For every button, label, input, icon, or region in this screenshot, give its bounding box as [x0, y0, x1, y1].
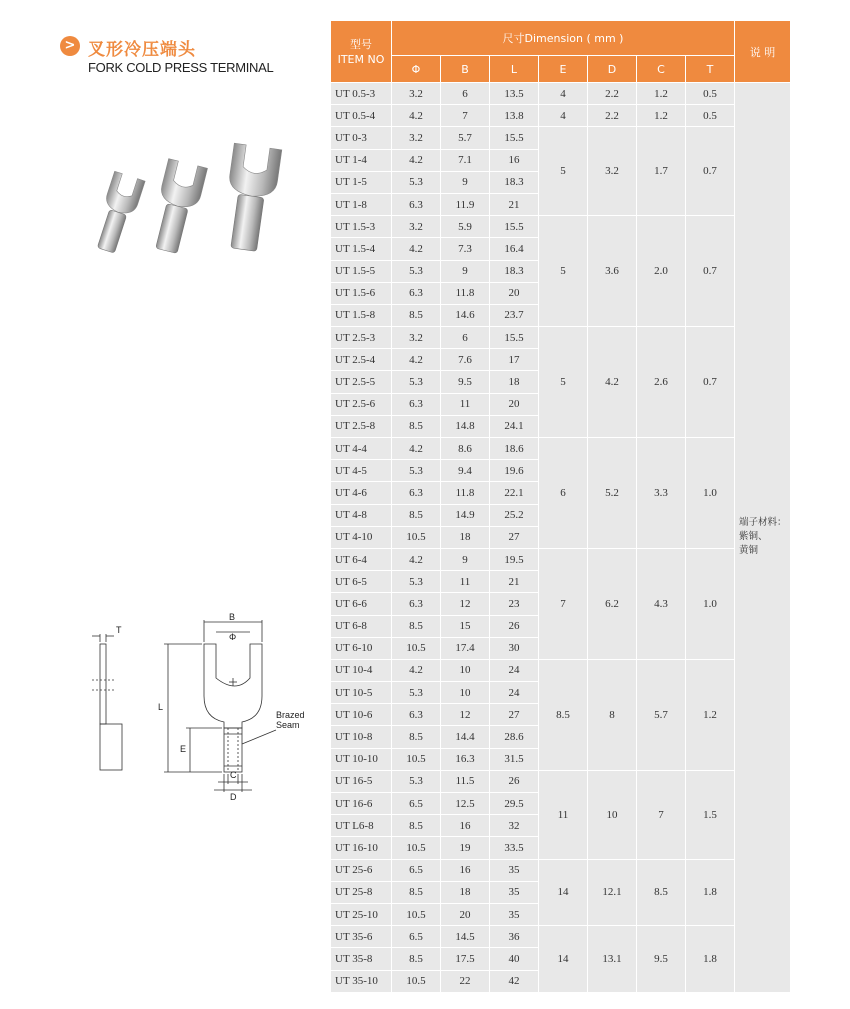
item-no-header: 型号 ITEM NO	[331, 21, 392, 83]
b-cell: 11.8	[441, 282, 490, 304]
c-cell: 4.3	[637, 548, 686, 659]
e-cell: 8.5	[539, 659, 588, 770]
b-cell: 6	[441, 83, 490, 105]
c-cell: 3.3	[637, 438, 686, 549]
col-header-e: E	[539, 56, 588, 83]
item-no-cell: UT 25-8	[331, 881, 392, 903]
col-header-l: L	[490, 56, 539, 83]
b-cell: 20	[441, 903, 490, 925]
b-cell: 14.4	[441, 726, 490, 748]
phi-cell: 4.2	[392, 149, 441, 171]
phi-cell: 6.3	[392, 393, 441, 415]
c-cell: 2.6	[637, 327, 686, 438]
l-cell: 26	[490, 770, 539, 792]
item-no-cell: UT 2.5-5	[331, 371, 392, 393]
b-cell: 11	[441, 571, 490, 593]
phi-cell: 5.3	[392, 460, 441, 482]
l-cell: 27	[490, 526, 539, 548]
table-row	[331, 770, 791, 792]
phi-cell: 8.5	[392, 415, 441, 437]
item-no-cell: UT 2.5-8	[331, 415, 392, 437]
item-no-cell: UT 25-10	[331, 903, 392, 925]
c-cell: 1.2	[637, 105, 686, 127]
phi-cell: 6.3	[392, 282, 441, 304]
b-cell: 9.5	[441, 371, 490, 393]
item-no-cell: UT 2.5-4	[331, 349, 392, 371]
note-header: 说 明	[735, 21, 791, 83]
b-cell: 10	[441, 682, 490, 704]
table-row	[331, 127, 791, 149]
item-no-cell: UT 6-8	[331, 615, 392, 637]
b-cell: 6	[441, 327, 490, 349]
item-no-cell: UT 4-6	[331, 482, 392, 504]
phi-cell: 4.2	[392, 659, 441, 681]
d-cell: 13.1	[588, 926, 637, 993]
phi-cell: 5.3	[392, 571, 441, 593]
col-header-phi: Φ	[392, 56, 441, 83]
table-row	[331, 83, 791, 105]
col-header-c: C	[637, 56, 686, 83]
e-cell: 7	[539, 548, 588, 659]
phi-cell: 6.3	[392, 704, 441, 726]
item-no-cell: UT 35-10	[331, 970, 392, 992]
t-cell: 0.7	[686, 327, 735, 438]
t-cell: 1.8	[686, 859, 735, 926]
item-no-cell: UT 4-8	[331, 504, 392, 526]
l-cell: 18.3	[490, 260, 539, 282]
phi-cell: 10.5	[392, 637, 441, 659]
d-cell: 2.2	[588, 83, 637, 105]
table-row	[331, 327, 791, 349]
b-cell: 17.4	[441, 637, 490, 659]
phi-cell: 4.2	[392, 105, 441, 127]
dimension-header: 尺寸Dimension ( mm )	[392, 21, 735, 56]
table-row	[331, 859, 791, 881]
phi-cell: 10.5	[392, 903, 441, 925]
t-cell: 1.8	[686, 926, 735, 993]
t-cell: 0.7	[686, 216, 735, 327]
item-no-cell: UT 0-3	[331, 127, 392, 149]
l-cell: 24	[490, 682, 539, 704]
l-cell: 18.3	[490, 171, 539, 193]
l-cell: 21	[490, 571, 539, 593]
e-cell: 11	[539, 770, 588, 859]
e-cell: 6	[539, 438, 588, 549]
l-cell: 25.2	[490, 504, 539, 526]
phi-cell: 10.5	[392, 837, 441, 859]
e-cell: 5	[539, 127, 588, 216]
l-cell: 17	[490, 349, 539, 371]
item-no-cell: UT L6-8	[331, 815, 392, 837]
l-cell: 28.6	[490, 726, 539, 748]
table-row	[331, 659, 791, 681]
phi-cell: 4.2	[392, 548, 441, 570]
l-cell: 35	[490, 881, 539, 903]
l-cell: 32	[490, 815, 539, 837]
l-cell: 24.1	[490, 415, 539, 437]
c-cell: 2.0	[637, 216, 686, 327]
b-cell: 9	[441, 548, 490, 570]
c-cell: 5.7	[637, 659, 686, 770]
d-cell: 12.1	[588, 859, 637, 926]
l-cell: 21	[490, 193, 539, 215]
t-cell: 1.2	[686, 659, 735, 770]
d-cell: 3.6	[588, 216, 637, 327]
phi-cell: 10.5	[392, 748, 441, 770]
item-no-cell: UT 4-4	[331, 438, 392, 460]
item-no-cell: UT 1.5-4	[331, 238, 392, 260]
c-cell: 7	[637, 770, 686, 859]
item-no-cell: UT 1.5-5	[331, 260, 392, 282]
b-cell: 10	[441, 659, 490, 681]
l-cell: 13.5	[490, 83, 539, 105]
brazed-label-2: Seam	[276, 720, 300, 730]
t-cell: 1.5	[686, 770, 735, 859]
spec-table	[330, 20, 791, 993]
b-cell: 14.9	[441, 504, 490, 526]
l-cell: 15.5	[490, 127, 539, 149]
item-no-cell: UT 35-8	[331, 948, 392, 970]
item-no-cell: UT 10-5	[331, 682, 392, 704]
b-cell: 14.5	[441, 926, 490, 948]
b-cell: 18	[441, 881, 490, 903]
item-no-cell: UT 1.5-6	[331, 282, 392, 304]
phi-cell: 6.3	[392, 193, 441, 215]
phi-cell: 3.2	[392, 127, 441, 149]
b-cell: 5.7	[441, 127, 490, 149]
item-no-cell: UT 35-6	[331, 926, 392, 948]
item-no-cell: UT 16-5	[331, 770, 392, 792]
dim-label-phi: Φ	[229, 632, 237, 642]
phi-cell: 5.3	[392, 371, 441, 393]
phi-cell: 8.5	[392, 881, 441, 903]
col-header-d: D	[588, 56, 637, 83]
item-no-cell: UT 1.5-3	[331, 216, 392, 238]
l-cell: 13.8	[490, 105, 539, 127]
d-cell: 3.2	[588, 127, 637, 216]
item-no-cell: UT 4-10	[331, 526, 392, 548]
d-cell: 4.2	[588, 327, 637, 438]
l-cell: 20	[490, 393, 539, 415]
technical-drawing	[86, 612, 326, 802]
d-cell: 8	[588, 659, 637, 770]
item-no-cell: UT 0.5-4	[331, 105, 392, 127]
phi-cell: 8.5	[392, 726, 441, 748]
phi-cell: 8.5	[392, 504, 441, 526]
l-cell: 31.5	[490, 748, 539, 770]
item-no-cell: UT 1.5-8	[331, 304, 392, 326]
l-cell: 24	[490, 659, 539, 681]
material-note-line: 紫铜、	[739, 531, 768, 543]
phi-cell: 4.2	[392, 349, 441, 371]
item-no-cell: UT 6-6	[331, 593, 392, 615]
phi-cell: 5.3	[392, 682, 441, 704]
title-chinese: 叉形冷压端头	[88, 40, 196, 60]
l-cell: 15.5	[490, 327, 539, 349]
phi-cell: 8.5	[392, 615, 441, 637]
item-no-cell: UT 2.5-3	[331, 327, 392, 349]
table-row	[331, 926, 791, 948]
b-cell: 11.5	[441, 770, 490, 792]
t-cell: 1.0	[686, 438, 735, 549]
dim-label-l: L	[158, 702, 164, 712]
l-cell: 23	[490, 593, 539, 615]
l-cell: 18.6	[490, 438, 539, 460]
dim-label-d: D	[230, 792, 237, 802]
material-note-line: 黄铜	[739, 545, 759, 557]
l-cell: 29.5	[490, 793, 539, 815]
b-cell: 7.1	[441, 149, 490, 171]
item-no-cell: UT 4-5	[331, 460, 392, 482]
e-cell: 4	[539, 105, 588, 127]
phi-cell: 10.5	[392, 970, 441, 992]
phi-cell: 6.5	[392, 793, 441, 815]
l-cell: 23.7	[490, 304, 539, 326]
b-cell: 7.3	[441, 238, 490, 260]
b-cell: 19	[441, 837, 490, 859]
l-cell: 19.5	[490, 548, 539, 570]
phi-cell: 4.2	[392, 438, 441, 460]
item-no-cell: UT 1-4	[331, 149, 392, 171]
t-cell: 0.5	[686, 105, 735, 127]
b-cell: 16	[441, 815, 490, 837]
brazed-label-1: Brazed	[276, 710, 305, 720]
l-cell: 36	[490, 926, 539, 948]
l-cell: 40	[490, 948, 539, 970]
l-cell: 16	[490, 149, 539, 171]
item-no-cell: UT 1-8	[331, 193, 392, 215]
title-english: FORK COLD PRESS TERMINAL	[88, 60, 274, 75]
b-cell: 8.6	[441, 438, 490, 460]
item-no-cell: UT 16-6	[331, 793, 392, 815]
dim-label-c: C	[230, 770, 237, 780]
phi-cell: 5.3	[392, 171, 441, 193]
l-cell: 35	[490, 903, 539, 925]
item-no-cell: UT 6-5	[331, 571, 392, 593]
b-cell: 7	[441, 105, 490, 127]
item-no-cell: UT 10-4	[331, 659, 392, 681]
l-cell: 22.1	[490, 482, 539, 504]
b-cell: 11.9	[441, 193, 490, 215]
c-cell: 1.7	[637, 127, 686, 216]
e-cell: 5	[539, 327, 588, 438]
item-no-cell: UT 10-10	[331, 748, 392, 770]
b-cell: 9.4	[441, 460, 490, 482]
item-no-cell: UT 1-5	[331, 171, 392, 193]
c-cell: 1.2	[637, 83, 686, 105]
b-cell: 5.9	[441, 216, 490, 238]
section-arrow-icon: >	[60, 36, 80, 56]
phi-cell: 3.2	[392, 216, 441, 238]
phi-cell: 6.3	[392, 482, 441, 504]
d-cell: 6.2	[588, 548, 637, 659]
b-cell: 12	[441, 704, 490, 726]
phi-cell: 4.2	[392, 238, 441, 260]
b-cell: 16	[441, 859, 490, 881]
b-cell: 18	[441, 526, 490, 548]
table-row	[331, 105, 791, 127]
phi-cell: 8.5	[392, 304, 441, 326]
t-cell: 1.0	[686, 548, 735, 659]
material-note-line: 端子材料：	[739, 517, 787, 529]
b-cell: 12.5	[441, 793, 490, 815]
e-cell: 4	[539, 83, 588, 105]
col-header-t: T	[686, 56, 735, 83]
phi-cell: 6.3	[392, 593, 441, 615]
c-cell: 9.5	[637, 926, 686, 993]
e-cell: 5	[539, 216, 588, 327]
product-photo	[86, 140, 286, 270]
item-no-cell: UT 10-8	[331, 726, 392, 748]
item-no-cell: UT 25-6	[331, 859, 392, 881]
table-row	[331, 548, 791, 570]
phi-cell: 10.5	[392, 526, 441, 548]
phi-cell: 3.2	[392, 83, 441, 105]
d-cell: 10	[588, 770, 637, 859]
col-header-b: B	[441, 56, 490, 83]
spec-table-body	[331, 83, 791, 993]
item-no-cell: UT 6-10	[331, 637, 392, 659]
b-cell: 14.8	[441, 415, 490, 437]
l-cell: 30	[490, 637, 539, 659]
c-cell: 8.5	[637, 859, 686, 926]
phi-cell: 8.5	[392, 948, 441, 970]
e-cell: 14	[539, 926, 588, 993]
b-cell: 15	[441, 615, 490, 637]
item-no-cell: UT 2.5-6	[331, 393, 392, 415]
dim-label-b: B	[229, 612, 236, 622]
item-no-cell: UT 0.5-3	[331, 83, 392, 105]
l-cell: 16.4	[490, 238, 539, 260]
item-no-cell: UT 16-10	[331, 837, 392, 859]
d-cell: 2.2	[588, 105, 637, 127]
b-cell: 12	[441, 593, 490, 615]
material-note	[735, 83, 791, 993]
l-cell: 20	[490, 282, 539, 304]
l-cell: 18	[490, 371, 539, 393]
l-cell: 42	[490, 970, 539, 992]
b-cell: 7.6	[441, 349, 490, 371]
b-cell: 11.8	[441, 482, 490, 504]
b-cell: 9	[441, 171, 490, 193]
item-no-cell: UT 6-4	[331, 548, 392, 570]
l-cell: 27	[490, 704, 539, 726]
table-row	[331, 438, 791, 460]
t-cell: 0.7	[686, 127, 735, 216]
l-cell: 15.5	[490, 216, 539, 238]
b-cell: 11	[441, 393, 490, 415]
l-cell: 35	[490, 859, 539, 881]
dim-label-t: T	[116, 625, 122, 635]
phi-cell: 5.3	[392, 260, 441, 282]
b-cell: 16.3	[441, 748, 490, 770]
d-cell: 5.2	[588, 438, 637, 549]
b-cell: 9	[441, 260, 490, 282]
phi-cell: 3.2	[392, 327, 441, 349]
table-row	[331, 216, 791, 238]
b-cell: 22	[441, 970, 490, 992]
phi-cell: 6.5	[392, 926, 441, 948]
phi-cell: 5.3	[392, 770, 441, 792]
phi-cell: 6.5	[392, 859, 441, 881]
item-no-cell: UT 10-6	[331, 704, 392, 726]
l-cell: 26	[490, 615, 539, 637]
b-cell: 14.6	[441, 304, 490, 326]
e-cell: 14	[539, 859, 588, 926]
phi-cell: 8.5	[392, 815, 441, 837]
l-cell: 33.5	[490, 837, 539, 859]
l-cell: 19.6	[490, 460, 539, 482]
dim-label-e: E	[180, 744, 187, 754]
b-cell: 17.5	[441, 948, 490, 970]
t-cell: 0.5	[686, 83, 735, 105]
